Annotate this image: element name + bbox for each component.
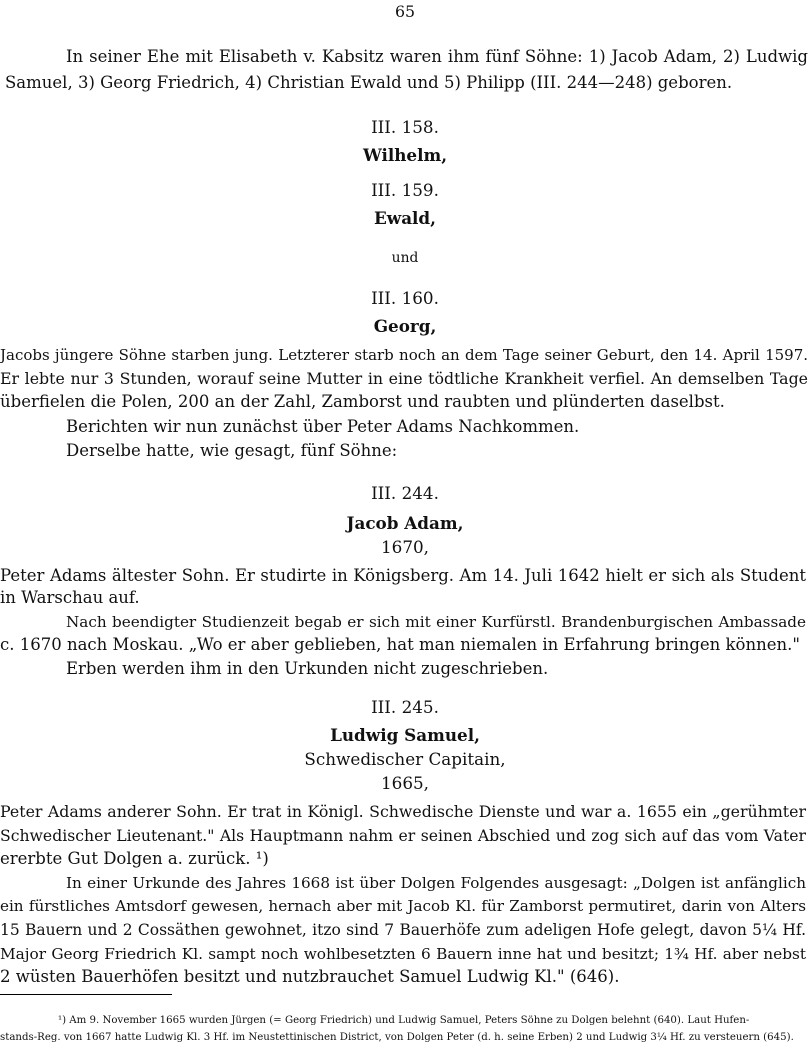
footnote-line-1: ¹) Am 9. November 1665 wurden Jürgen (= Georg Friedrich) und Ludwig Samuel, Peters Söhne zu Dolgen belehnt (640). Laut Hufen- xyxy=(58,1015,750,1026)
para-160-line-2: Er lebte nur 3 Stunden, worauf seine Mutter in eine tödtliche Krankheit verfiel. An demselben Tage xyxy=(0,369,808,388)
para-160-line-1: Jacobs jüngere Söhne starben jung. Letzterer starb noch an dem Tage seiner Geburt, den 14. April 1597. xyxy=(0,346,808,364)
para-244-line-4: c. 1670 nach Moskau. „Wo er aber geblieben, hat man niemalen in Erfahrung bringen können." xyxy=(0,635,800,654)
entry-159-id: III. 159. xyxy=(371,180,439,200)
para-244-line-1: Peter Adams ältester Sohn. Er studirte in Königsberg. Am 14. Juli 1642 hielt er sich als Student xyxy=(0,566,806,585)
para-244-line-3: Nach beendigter Studienzeit begab er sich mit einer Kurfürstl. Brandenburgischen Ambassade xyxy=(66,613,806,631)
footnote-line-2: stands-Reg. von 1667 hatte Ludwig Kl. 3 Hf. im Neustettinischen District, von Dolgen Peter (d. h. seine Erben) 2 und Ludwig 3¼ Hf. zu versteuern (645). xyxy=(0,1032,794,1043)
entry-159-name: Ewald, xyxy=(373,208,436,228)
entry-245-title: Schwedischer Capitain, xyxy=(304,749,506,769)
intro-line-2: Samuel, 3) Georg Friedrich, 4) Christian Ewald und 5) Philipp (III. 244—248) geboren. xyxy=(5,73,733,92)
entry-245-id: III. 245. xyxy=(371,697,439,717)
page-number: 65 xyxy=(394,2,416,21)
para-160-line-4: Berichten wir nun zunächst über Peter Adams Nachkommen. xyxy=(66,417,580,436)
entry-244-name: Jacob Adam, xyxy=(346,513,464,533)
entry-158-name: Wilhelm, xyxy=(362,145,448,165)
para-160-line-3: überfielen die Polen, 200 an der Zahl, Zamborst und raubten und plünderten daselbst. xyxy=(0,392,725,411)
entry-245-name: Ludwig Samuel, xyxy=(330,725,480,745)
para-244-line-2: in Warschau auf. xyxy=(0,588,140,607)
para-245-line-1: Peter Adams anderer Sohn. Er trat in Königl. Schwedische Dienste und war a. 1655 ein „gerühmter xyxy=(0,802,806,821)
entry-160-name: Georg, xyxy=(373,316,437,336)
para-245-line-5: ein fürstliches Amtsdorf gewesen, hernach aber mit Jacob Kl. für Zamborst permutiret, darin von Alters xyxy=(0,897,806,915)
para-245-line-6: 15 Bauern und 2 Cossäthen gewohnet, itzo sind 7 Bauerhöfe zum adeligen Hofe gelegt, davon 5¼ Hf. xyxy=(0,921,806,939)
footnote-rule xyxy=(0,994,172,995)
entry-158-id: III. 158. xyxy=(371,117,439,137)
para-244-line-5: Erben werden ihm in den Urkunden nicht zugeschrieben. xyxy=(66,659,549,678)
entry-160-id: III. 160. xyxy=(371,288,439,308)
para-245-line-3: ererbte Gut Dolgen a. zurück. ¹) xyxy=(0,849,269,868)
para-245-line-4: In einer Urkunde des Jahres 1668 ist über Dolgen Folgendes ausgesagt: „Dolgen ist anfänglich xyxy=(66,874,806,892)
para-245-line-8: 2 wüsten Bauerhöfen besitzt und nutzbrauchet Samuel Ludwig Kl." (646). xyxy=(0,967,620,986)
intro-line-1: In seiner Ehe mit Elisabeth v. Kabsitz waren ihm fünf Söhne: 1) Jacob Adam, 2) Ludwig xyxy=(66,47,808,66)
entry-245-year: 1665, xyxy=(381,773,429,793)
para-160-line-5: Derselbe hatte, wie gesagt, fünf Söhne: xyxy=(66,441,398,460)
conjunction-und: und xyxy=(391,250,419,266)
entry-244-year: 1670, xyxy=(381,537,429,557)
entry-244-id: III. 244. xyxy=(371,483,439,503)
para-245-line-7: Major Georg Friedrich Kl. sampt noch wohlbesetzten 6 Bauern inne hat und besitzt; 1¾ Hf. aber nebst xyxy=(0,945,806,963)
para-245-line-2: Schwedischer Lieutenant." Als Hauptmann nahm er seinen Abschied und zog sich auf das vom Vater xyxy=(0,826,806,845)
